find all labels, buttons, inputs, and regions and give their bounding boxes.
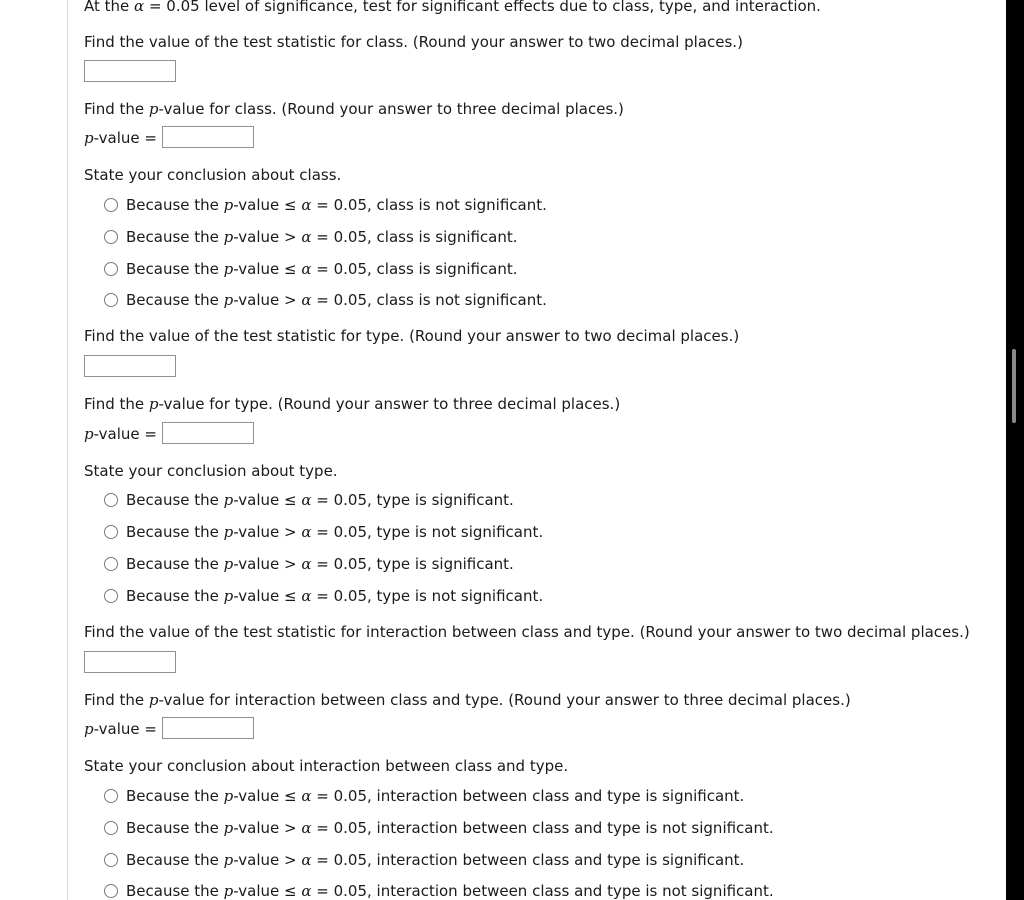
option-label: Because the p-value ≤ α = 0.05, class is significant. [126,260,518,278]
class-stat-prompt: Find the value of the test statistic for class. (Round your answer to two decimal places.) [84,33,743,51]
radio-button[interactable] [104,821,118,835]
interaction-stat-prompt: Find the value of the test statistic for interaction between class and type. (Round your answer to two decimal places.) [84,623,970,641]
class-conclusion-prompt: State your conclusion about class. [84,166,342,184]
class-option-2[interactable] [104,228,518,246]
radio-button[interactable] [104,198,118,212]
option-label: Because the p-value ≤ α = 0.05, type is not significant. [126,587,544,605]
left-border [67,0,68,900]
class-pval-input[interactable] [162,126,254,148]
option-label: Because the p-value ≤ α = 0.05, interaction between class and type is not significant. [126,882,774,900]
interaction-option-3[interactable] [104,851,744,869]
class-option-4[interactable] [104,291,547,309]
option-label: Because the p-value > α = 0.05, class is not significant. [126,291,547,309]
type-stat-prompt: Find the value of the test statistic for type. (Round your answer to two decimal places.) [84,327,740,345]
class-stat-input[interactable] [84,60,176,82]
radio-button[interactable] [104,493,118,507]
radio-button[interactable] [104,262,118,276]
option-label: Because the p-value ≤ α = 0.05, type is significant. [126,491,514,509]
type-pval-prompt: Find the p-value for type. (Round your answer to three decimal places.) [84,395,621,413]
type-option-1[interactable] [104,491,514,509]
type-option-4[interactable] [104,587,543,605]
interaction-stat-input[interactable] [84,651,176,673]
radio-button[interactable] [104,230,118,244]
interaction-pval-input[interactable] [162,717,254,739]
radio-button[interactable] [104,557,118,571]
interaction-conclusion-prompt: State your conclusion about interaction between class and type. [84,757,569,775]
option-label: Because the p-value > α = 0.05, interaction between class and type is significant. [126,851,745,869]
type-option-3[interactable] [104,555,514,573]
class-option-3[interactable] [104,260,518,278]
class-pval-label: p-value = [84,129,157,147]
radio-button[interactable] [104,589,118,603]
radio-button[interactable] [104,884,118,898]
scrollbar-thumb[interactable] [1012,349,1016,423]
type-pval-label: p-value = [84,425,157,443]
radio-button[interactable] [104,853,118,867]
radio-button[interactable] [104,789,118,803]
interaction-option-2[interactable] [104,819,774,837]
interaction-option-1[interactable] [104,787,744,805]
interaction-pval-label: p-value = [84,720,157,738]
option-label: Because the p-value > α = 0.05, type is not significant. [126,523,544,541]
type-pval-input[interactable] [162,422,254,444]
type-option-2[interactable] [104,523,543,541]
type-conclusion-prompt: State your conclusion about type. [84,462,338,480]
option-label: Because the p-value ≤ α = 0.05, class is not significant. [126,196,547,214]
scrollbar-track[interactable] [1006,0,1024,900]
option-label: Because the p-value > α = 0.05, type is significant. [126,555,514,573]
type-stat-input[interactable] [84,355,176,377]
class-pval-prompt: Find the p-value for class. (Round your answer to three decimal places.) [84,100,624,118]
radio-button[interactable] [104,293,118,307]
option-label: Because the p-value ≤ α = 0.05, interaction between class and type is significant. [126,787,745,805]
class-option-1[interactable] [104,196,547,214]
option-label: Because the p-value > α = 0.05, interaction between class and type is not significant. [126,819,774,837]
option-label: Because the p-value > α = 0.05, class is significant. [126,228,518,246]
question-header: At the α = 0.05 level of significance, test for significant effects due to class, type, and interaction. [84,0,821,15]
interaction-option-4[interactable] [104,882,774,900]
radio-button[interactable] [104,525,118,539]
interaction-pval-prompt: Find the p-value for interaction between class and type. (Round your answer to three decimal places.) [84,691,851,709]
